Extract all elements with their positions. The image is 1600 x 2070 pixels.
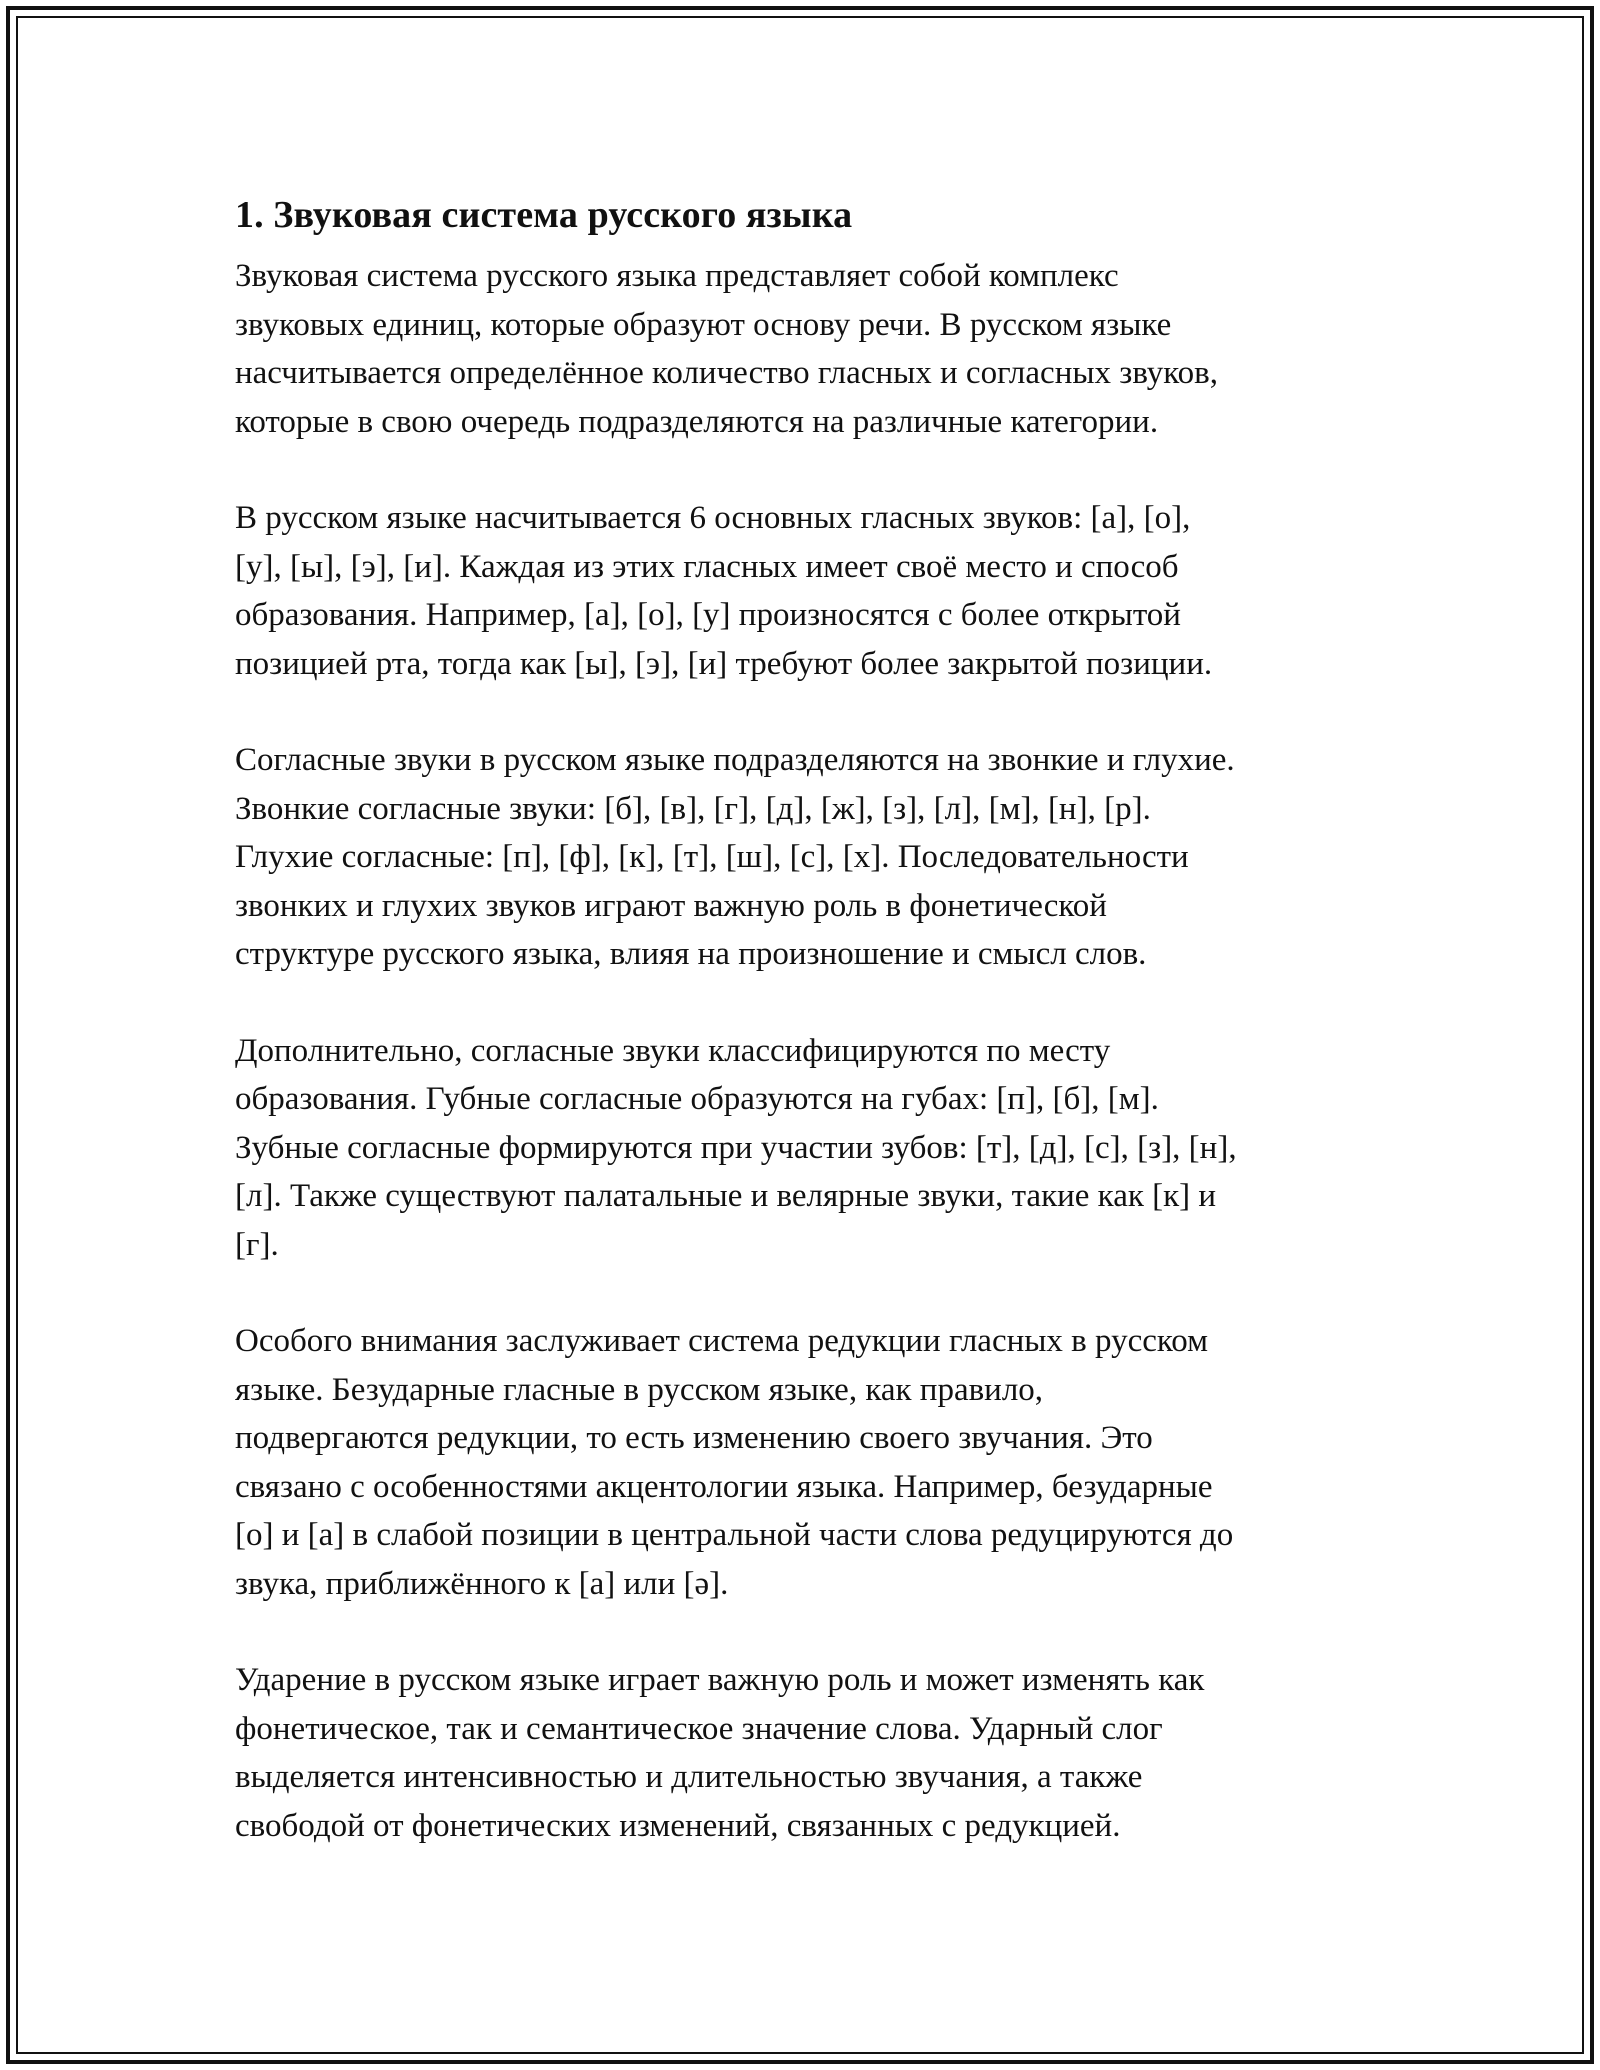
paragraph-line: В русском языке насчитывается 6 основных гласных звуков: [а], [о], (235, 500, 1191, 536)
paragraph-line: Согласные звуки в русском языке подразделяются на звонкие и глухие. (235, 742, 1235, 778)
paragraph-line: звонких и глухих звуков играют важную роль в фонетической (235, 887, 1107, 924)
section-heading: 1. Звуковая система русского языка (235, 194, 853, 236)
paragraph-consonants-place (235, 1027, 1365, 1270)
paragraph-line: позицией рта, тогда как [ы], [э], [и] требуют более закрытой позиции. (235, 645, 1213, 682)
paragraph-line: Дополнительно, согласные звуки классифицируются по месту (235, 1032, 1111, 1069)
paragraph-line: звуковых единиц, которые образуют основу речи. В русском языке (235, 306, 1172, 343)
paragraph-consonants-voicing (235, 736, 1365, 979)
paragraph-line: выделяется интенсивностью и длительностью звучания, а также (235, 1759, 1143, 1795)
paragraph-line: насчитывается определённое количество гласных и согласных звуков, (235, 355, 1218, 391)
paragraph-vowel-reduction (235, 1317, 1365, 1608)
paragraph-line: связано с особенностями акцентологии языка. Например, безударные (235, 1468, 1213, 1505)
paragraph-line: структуре русского языка, влияя на произношение и смысл слов. (235, 936, 1147, 972)
paragraph-line: свободой от фонетических изменений, связанных с редукцией. (235, 1807, 1121, 1844)
paragraph-line: Особого внимания заслуживает система редукции гласных в русском (235, 1323, 1208, 1359)
paragraph-sound-system-intro (235, 252, 1365, 446)
paragraph-line: [г]. (235, 1226, 279, 1263)
paragraph-line: фонетическое, так и семантическое значение слова. Ударный слог (235, 1710, 1163, 1747)
paragraph-line: [л]. Также существуют палатальные и велярные звуки, такие как [к] и (235, 1178, 1217, 1214)
paragraph-vowels (235, 494, 1365, 688)
paragraph-line: Звуковая система русского языка представляет собой комплекс (235, 258, 1119, 294)
paragraph-line: звука, приближённого к [а] или [ə]. (235, 1565, 729, 1602)
paragraph-line: [у], [ы], [э], [и]. Каждая из этих гласных имеет своё место и способ (235, 548, 1179, 585)
paragraph-line: Звонкие согласные звуки: [б], [в], [г], [д], [ж], [з], [л], [м], [н], [р]. (235, 790, 1151, 827)
paragraph-line: [о] и [а] в слабой позиции в центральной части слова редуцируются до (235, 1517, 1234, 1553)
paragraph-line: образования. Например, [а], [о], [у] произносятся с более открытой (235, 597, 1181, 633)
paragraph-line: Ударение в русском языке играет важную роль и может изменять как (235, 1662, 1205, 1698)
paragraph-line: которые в свою очередь подразделяются на различные категории. (235, 403, 1159, 440)
paragraph-stress (235, 1656, 1365, 1850)
paragraph-line: Глухие согласные: [п], [ф], [к], [т], [ш], [с], [х]. Последовательности (235, 839, 1189, 875)
paragraph-line: подвергаются редукции, то есть изменению своего звучания. Это (235, 1420, 1153, 1456)
paragraph-line: образования. Губные согласные образуются на губах: [п], [б], [м]. (235, 1081, 1159, 1117)
paragraph-line: языке. Безударные гласные в русском языке, как правило, (235, 1371, 1044, 1408)
paragraph-line: Зубные согласные формируются при участии зубов: [т], [д], [с], [з], [н], (235, 1129, 1237, 1166)
document-body (235, 185, 1365, 1850)
